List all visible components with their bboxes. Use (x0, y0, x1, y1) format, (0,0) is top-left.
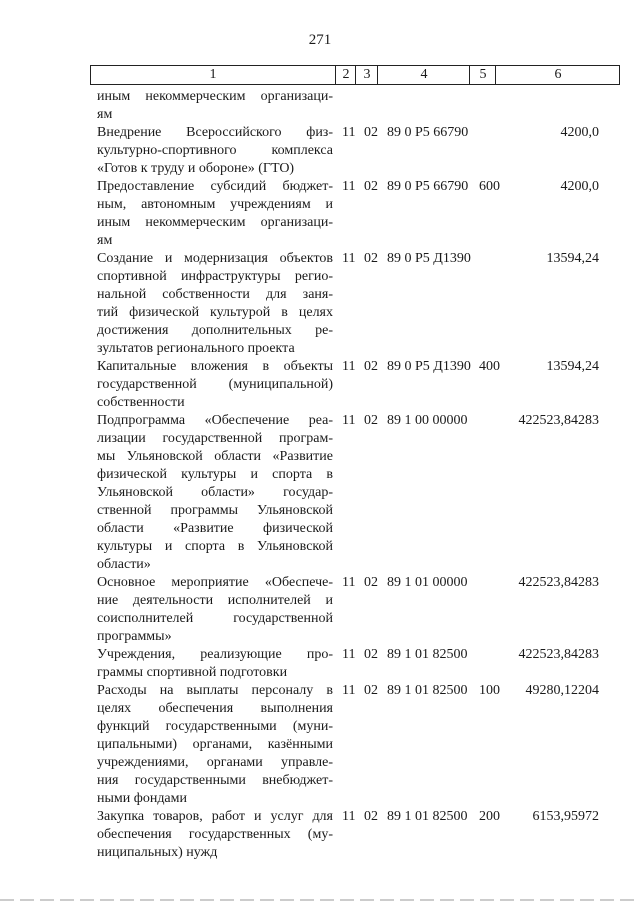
row-amount: 422523,84283 (518, 647, 599, 662)
description-line: мы Ульяновской области «Развитие (97, 449, 333, 464)
row-target-article-code: 89 1 01 82500 (387, 809, 468, 824)
description-line: «Готов к труду и обороне» (ГТО) (97, 161, 295, 176)
row-expense-type-code: 600 (479, 179, 500, 194)
row-subsection-code: 02 (364, 413, 378, 428)
row-section-code: 11 (342, 251, 356, 266)
row-description (97, 124, 333, 178)
row-target-article-code: 89 1 00 00000 (387, 413, 468, 428)
row-amount: 422523,84283 (518, 413, 599, 428)
table-body (0, 88, 640, 862)
row-target-article-code: 89 1 01 00000 (387, 575, 468, 590)
description-line: ниципальных) нужд (97, 845, 218, 860)
description-line: граммы спортивной подготовки (97, 665, 288, 680)
header-cell-1: 1 (209, 67, 217, 82)
header-cell-3: 3 (355, 66, 378, 84)
header-cell-4: 4 (377, 66, 470, 84)
description-line: целях обеспечения выполнения (97, 701, 333, 716)
description-line: ям (97, 233, 113, 248)
description-line: ние деятельности исполнителей и (97, 593, 333, 608)
table-header (90, 65, 620, 85)
description-line: ным, автономным учреждениям и (97, 197, 333, 212)
row-description (97, 88, 333, 124)
description-line: Подпрограмма «Обеспечение реа- (97, 413, 333, 428)
row-amount: 13594,24 (546, 251, 599, 266)
description-line: ными фондами (97, 791, 188, 806)
row-description (97, 178, 333, 250)
table-row (0, 124, 640, 178)
description-line: физической культуры и спорта в (97, 467, 333, 482)
description-line: функций государственными (муни- (97, 719, 333, 734)
description-line: тий физической культурой в целях (97, 305, 333, 320)
row-amount: 422523,84283 (518, 575, 599, 590)
description-line: Расходы на выплаты персоналу в (97, 683, 333, 698)
row-section-code: 11 (342, 179, 356, 194)
description-line: Внедрение Всероссийского физ- (97, 125, 333, 140)
table-row (0, 808, 640, 862)
row-subsection-code: 02 (364, 575, 378, 590)
row-target-article-code: 89 0 P5 66790 (387, 125, 469, 140)
description-line: зультатов регионального проекта (97, 341, 295, 356)
description-line: программы» (97, 629, 172, 644)
row-description (97, 646, 333, 682)
row-amount: 13594,24 (546, 359, 599, 374)
description-line: обеспечения государственных (му- (97, 827, 333, 842)
row-subsection-code: 02 (364, 251, 378, 266)
row-expense-type-code: 100 (479, 683, 500, 698)
scan-edge-divider (0, 899, 640, 901)
description-line: Учреждения, реализующие про- (97, 647, 333, 662)
description-line: области «Развитие физической (97, 521, 333, 536)
row-description (97, 250, 333, 358)
row-description (97, 808, 333, 862)
row-amount: 4200,0 (560, 179, 599, 194)
row-expense-type-code: 400 (479, 359, 500, 374)
page-number: 271 (308, 32, 332, 48)
table-row (0, 358, 640, 412)
description-line: лизации государственной програм- (97, 431, 333, 446)
table-row (0, 682, 640, 808)
row-section-code: 11 (342, 413, 356, 428)
table-row (0, 88, 640, 124)
row-section-code: 11 (342, 125, 356, 140)
description-line: культурно-спортивного комплекса (97, 143, 333, 158)
row-subsection-code: 02 (364, 179, 378, 194)
row-target-article-code: 89 0 P5 66790 (387, 179, 469, 194)
row-target-article-code: 89 1 01 82500 (387, 683, 468, 698)
description-line: спортивной инфраструктуры регио- (97, 269, 333, 284)
description-line: Предоставление субсидий бюджет- (97, 179, 333, 194)
row-description (97, 574, 333, 646)
description-line: ципальными) органами, казёнными (97, 737, 333, 752)
description-line: учреждениями, органами управле- (97, 755, 333, 770)
description-line: культуры и спорта в Ульяновской (97, 539, 333, 554)
description-line: Капитальные вложения в объекты (97, 359, 333, 374)
description-line: Основное мероприятие «Обеспече- (97, 575, 333, 590)
description-line: иным некоммерческим организаци- (97, 89, 333, 104)
header-cell-6: 6 (495, 66, 620, 84)
row-expense-type-code: 200 (479, 809, 500, 824)
header-cell-2: 2 (335, 66, 356, 84)
description-line: ственной программы Ульяновской (97, 503, 333, 518)
row-section-code: 11 (342, 809, 356, 824)
description-line: соисполнителей государственной (97, 611, 333, 626)
row-section-code: 11 (342, 647, 356, 662)
row-subsection-code: 02 (364, 683, 378, 698)
row-amount: 49280,12204 (525, 683, 599, 698)
row-section-code: 11 (342, 683, 356, 698)
table-row (0, 178, 640, 250)
header-cell-5: 5 (469, 66, 496, 84)
row-subsection-code: 02 (364, 125, 378, 140)
row-section-code: 11 (342, 575, 356, 590)
row-subsection-code: 02 (364, 809, 378, 824)
description-line: иным некоммерческим организаци- (97, 215, 333, 230)
description-line: ям (97, 107, 113, 122)
row-target-article-code: 89 1 01 82500 (387, 647, 468, 662)
row-target-article-code: 89 0 P5 Д1390 (387, 359, 471, 374)
row-description (97, 682, 333, 808)
description-line: собственности (97, 395, 185, 410)
table-row (0, 250, 640, 358)
row-target-article-code: 89 0 P5 Д1390 (387, 251, 471, 266)
row-description (97, 358, 333, 412)
description-line: Закупка товаров, работ и услуг для (97, 809, 333, 824)
row-description (97, 412, 333, 574)
description-line: нальной собственности для заня- (97, 287, 333, 302)
description-line: достижения дополнительных ре- (97, 323, 333, 338)
row-section-code: 11 (342, 359, 356, 374)
row-subsection-code: 02 (364, 647, 378, 662)
table-row (0, 412, 640, 574)
row-subsection-code: 02 (364, 359, 378, 374)
table-row (0, 574, 640, 646)
row-amount: 6153,95972 (532, 809, 599, 824)
description-line: ния государственными внебюджет- (97, 773, 333, 788)
description-line: государственной (муниципальной) (97, 377, 333, 392)
table-row (0, 646, 640, 682)
description-line: области» (97, 557, 151, 572)
description-line: Ульяновской области» государ- (97, 485, 333, 500)
row-amount: 4200,0 (560, 125, 599, 140)
description-line: Создание и модернизация объектов (97, 251, 333, 266)
